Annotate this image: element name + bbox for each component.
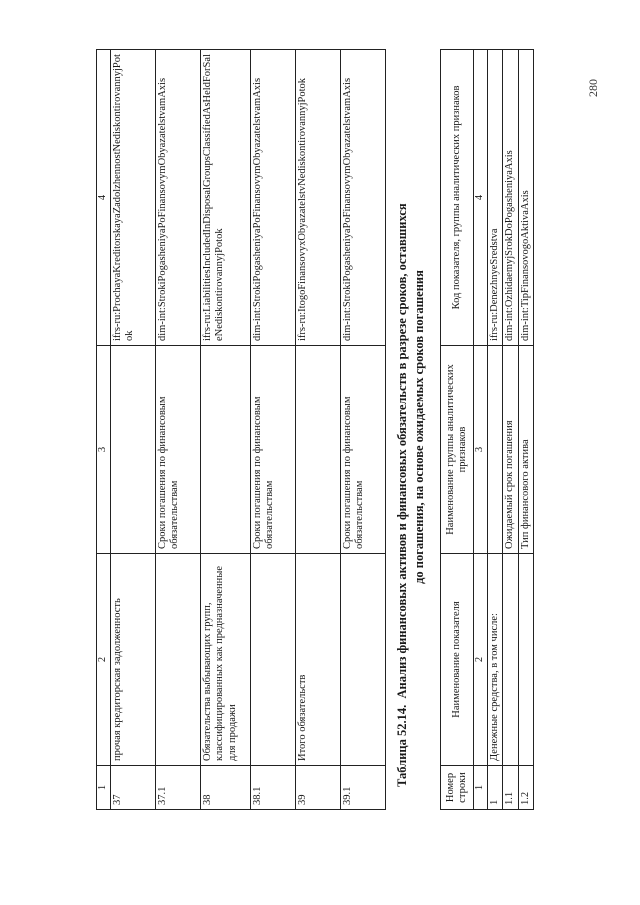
indicator-name: Денежные средства, в том числе: <box>487 554 503 766</box>
column-header: Наименование группы аналитических признаков <box>441 346 474 554</box>
indicator-code: dim-int:StrokiPogasheniyaPoFinansovymObyazatelstvamAxis <box>155 50 200 346</box>
column-number: 3 <box>97 346 111 554</box>
indicator-name <box>503 554 519 766</box>
attribute-group <box>110 346 155 554</box>
indicator-name <box>518 554 534 766</box>
table-title: Анализ финансовых активов и финансовых обязательств в разрезе сроков, оставшихся <box>395 203 409 699</box>
row-number: 37.1 <box>155 766 200 810</box>
table-liabilities-continued <box>96 49 386 810</box>
table-caption-line-1 <box>395 67 410 787</box>
table-row <box>110 50 155 810</box>
table-header-numbers <box>474 50 488 810</box>
page-number: 280 <box>586 79 600 97</box>
table-row <box>340 50 385 810</box>
column-number: 2 <box>97 554 111 766</box>
attribute-group: Сроки погашения по финансовым обязательствам <box>155 346 200 554</box>
indicator-code: ifrs-ru:DenezhnyeSredstva <box>487 50 503 346</box>
indicator-code: ifrs-ru:ItogoFinansovyxObyazatelstvNediskontirovannyjPotok <box>295 50 340 346</box>
indicator-name <box>155 554 200 766</box>
attribute-group <box>295 346 340 554</box>
table-label: Таблица 52.14. <box>395 704 409 787</box>
indicator-name: Обязательства выбывающих групп, классифицированных как предназначенные для продажи <box>200 554 250 766</box>
indicator-name: прочая кредиторская задолженность <box>110 554 155 766</box>
table-header-numbers <box>97 50 111 810</box>
column-number: 4 <box>474 50 488 346</box>
row-number: 39.1 <box>340 766 385 810</box>
row-number: 1 <box>487 766 503 810</box>
row-number: 1.2 <box>518 766 534 810</box>
attribute-group: Ожидаемый срок погашения <box>503 346 519 554</box>
attribute-group: Сроки погашения по финансовым обязательствам <box>250 346 295 554</box>
column-header: Наименование показателя <box>441 554 474 766</box>
row-number: 39 <box>295 766 340 810</box>
column-number: 2 <box>474 554 488 766</box>
table-row <box>518 50 534 810</box>
indicator-code: ifrs-ru:LiabilitiesIncludedInDisposalGroupsClassifiedAsHeldForSaleNediskontirovannyjPotok <box>200 50 250 346</box>
indicator-name <box>250 554 295 766</box>
row-number: 37 <box>110 766 155 810</box>
table-52-14 <box>440 49 534 810</box>
row-number: 38.1 <box>250 766 295 810</box>
row-number: 1.1 <box>503 766 519 810</box>
table-row <box>503 50 519 810</box>
table-row <box>487 50 503 810</box>
table-row <box>155 50 200 810</box>
indicator-code: dim-int:OzhidaemyjSrokDoPogasheniyaAxis <box>503 50 519 346</box>
table-row <box>200 50 250 810</box>
column-number: 3 <box>474 346 488 554</box>
indicator-code: ifrs-ru:ProchayaKreditorskayaZadolzhennostNediskontirovannyjPotok <box>110 50 155 346</box>
table-header <box>441 50 474 810</box>
column-header: Номер строки <box>441 766 474 810</box>
table-row <box>295 50 340 810</box>
indicator-code: dim-int:TipFinansovogoAktivaAxis <box>518 50 534 346</box>
table-caption-line-2: до погашения, на основе ожидаемых сроков погашения <box>412 270 426 584</box>
attribute-group: Тип финансового актива <box>518 346 534 554</box>
indicator-name: Итого обязательств <box>295 554 340 766</box>
column-number: 1 <box>97 766 111 810</box>
indicator-code: dim-int:StrokiPogasheniyaPoFinansovymObyazatelstvamAxis <box>250 50 295 346</box>
column-header: Код показателя, группы аналитических признаков <box>441 50 474 346</box>
attribute-group: Сроки погашения по финансовым обязательствам <box>340 346 385 554</box>
attribute-group <box>200 346 250 554</box>
indicator-name <box>340 554 385 766</box>
attribute-group <box>487 346 503 554</box>
column-number: 4 <box>97 50 111 346</box>
row-number: 38 <box>200 766 250 810</box>
indicator-code: dim-int:StrokiPogasheniyaPoFinansovymObyazatelstvamAxis <box>340 50 385 346</box>
column-number: 1 <box>474 766 488 810</box>
table-row <box>250 50 295 810</box>
